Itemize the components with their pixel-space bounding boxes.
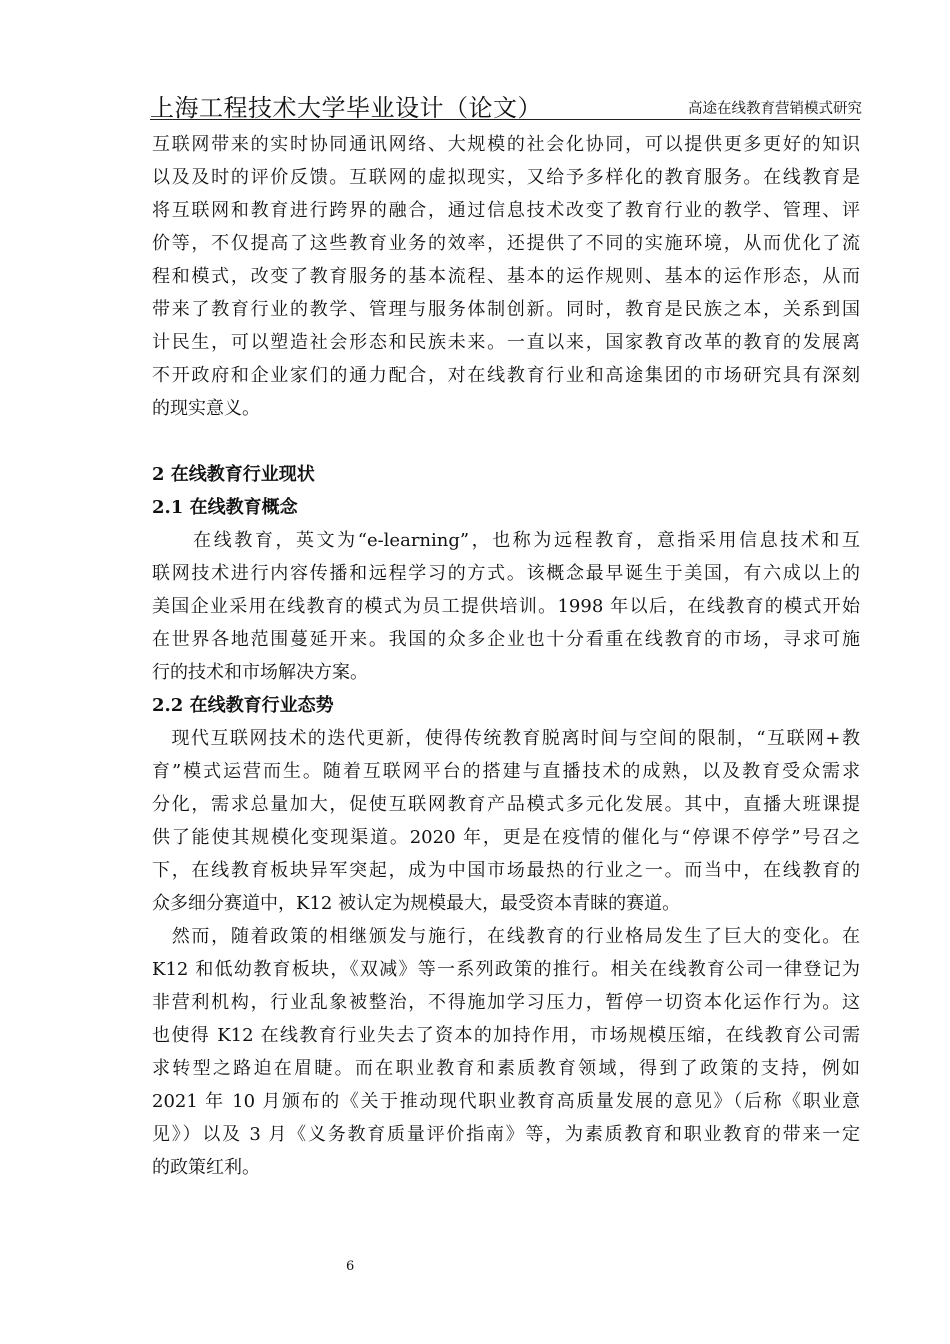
paragraph-line: 不开政府和企业家们的通力配合，对在线教育行业和高途集团的市场研究具有深刻 <box>152 365 860 386</box>
paragraph-line: 价等，不仅提高了这些教育业务的效率，还提供了不同的实施环境，从而优化了流 <box>152 233 860 254</box>
header-rule <box>150 119 860 120</box>
paragraph-line: 的现实意义。 <box>152 398 260 419</box>
paragraph-line: 联网技术进行内容传播和远程学习的方式。该概念最早诞生于美国，有六成以上的 <box>152 563 860 584</box>
paragraph-line: 2021 年 10 月颁布的《关于推动现代职业教育高质量发展的意见》（后称《职业意 <box>152 1091 860 1112</box>
paragraph-line: 行的技术和市场解决方案。 <box>152 662 368 683</box>
header-title: 上海工程技术大学毕业设计（论文） <box>150 94 542 122</box>
paragraph-line: 见》）以及 3 月《义务教育质量评价指南》等，为素质教育和职业教育的带来一定 <box>152 1124 860 1145</box>
paragraph-line: 带来了教育行业的教学、管理与服务体制创新。同时，教育是民族之本，关系到国 <box>152 299 860 320</box>
paragraph-line: 供了能使其规模化变现渠道。2020 年，更是在疫情的催化与“停课不停学”号召之 <box>152 827 860 848</box>
paragraph-line: 以及及时的评价反馈。互联网的虚拟现实，又给予多样化的教育服务。在线教育是 <box>152 167 860 188</box>
paragraph-line: 育”模式运营而生。随着互联网平台的搭建与直播技术的成熟，以及教育受众需求 <box>152 761 860 782</box>
paragraph-line: 在线教育，英文为“e-learning”，也称为远程教育，意指采用信息技术和互 <box>152 530 860 551</box>
paragraph-line: 美国企业采用在线教育的模式为员工提供培训。1998 年以后，在线教育的模式开始 <box>152 596 860 617</box>
paragraph-line: 众多细分赛道中，K12 被认定为规模最大，最受资本青睐的赛道。 <box>152 893 681 914</box>
paragraph-line: 互联网带来的实时协同通讯网络、大规模的社会化协同，可以提供更多更好的知识 <box>152 134 860 155</box>
paragraph-line: 程和模式，改变了教育服务的基本流程、基本的运作规则、基本的运作形态，从而 <box>152 266 860 287</box>
subsection-heading: 2.1 在线教育概念 <box>152 497 298 518</box>
paragraph-line: 分化，需求总量加大，促使互联网教育产品模式多元化发展。其中，直播大班课提 <box>152 794 860 815</box>
paragraph-line: 将互联网和教育进行跨界的融合，通过信息技术改变了教育行业的教学、管理、评 <box>152 200 860 221</box>
paragraph-line: 的政策红利。 <box>152 1157 260 1178</box>
paragraph-line: 非营利机构，行业乱象被整治，不得施加学习压力，暂停一切资本化运作行为。这 <box>152 992 860 1013</box>
header-subtitle: 高途在线教育营销模式研究 <box>688 101 862 117</box>
paragraph-line: 也使得 K12 在线教育行业失去了资本的加持作用，市场规模压缩，在线教育公司需 <box>152 1025 860 1046</box>
subsection-heading: 2.2 在线教育行业态势 <box>152 695 334 716</box>
paragraph-line: 现代互联网技术的迭代更新，使得传统教育脱离时间与空间的限制，“互联网+教 <box>152 728 860 749</box>
paragraph-line: 求转型之路迫在眉睫。而在职业教育和素质教育领域，得到了政策的支持，例如 <box>152 1058 860 1079</box>
paragraph-line: 然而，随着政策的相继颁发与施行，在线教育的行业格局发生了巨大的变化。在 <box>152 926 860 947</box>
page-number: 6 <box>346 1259 355 1274</box>
paragraph-line: 计民生，可以塑造社会形态和民族未来。一直以来，国家教育改革的教育的发展离 <box>152 332 860 353</box>
paragraph-line: K12 和低幼教育板块，《双减》等一系列政策的推行。相关在线教育公司一律登记为 <box>152 959 860 980</box>
section-heading: 2 在线教育行业现状 <box>152 464 315 485</box>
paragraph-line: 在世界各地范围蔓延开来。我国的众多企业也十分看重在线教育的市场，寻求可施 <box>152 629 860 650</box>
paragraph-line: 下，在线教育板块异军突起，成为中国市场最热的行业之一。而当中，在线教育的 <box>152 860 860 881</box>
